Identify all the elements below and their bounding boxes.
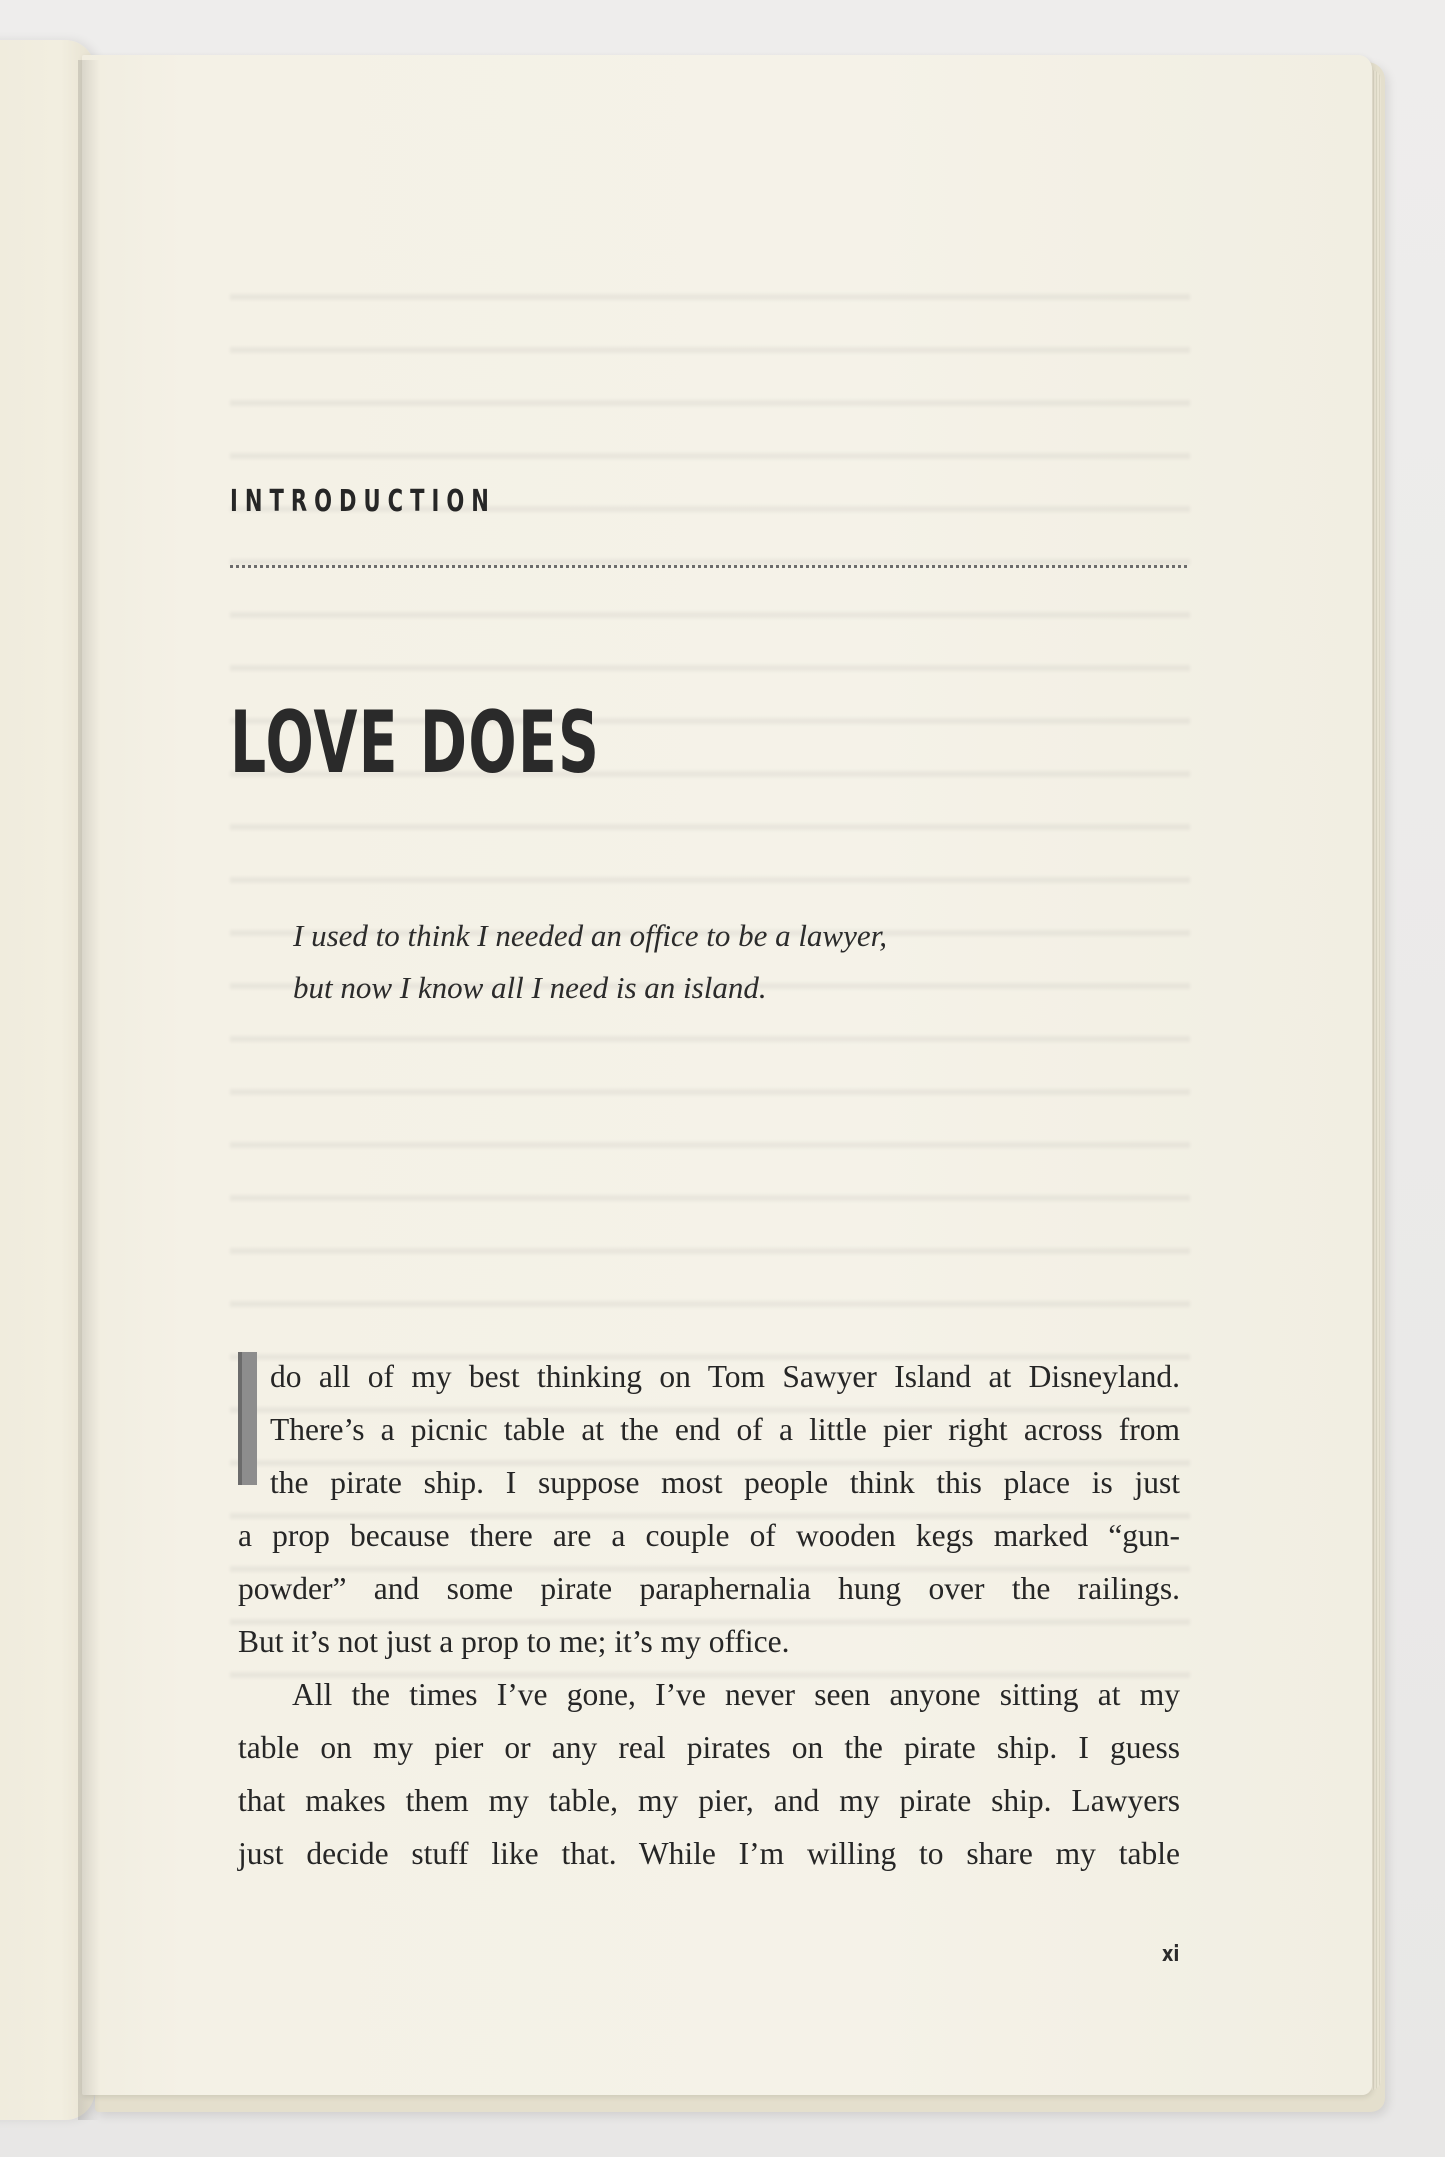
dotted-divider — [230, 565, 1187, 568]
body-line: just decide stuff like that. While I’m willing to share my table — [238, 1836, 1180, 1871]
body-line: do all of my best thinking on Tom Sawyer Island at Disneyland. — [270, 1359, 1180, 1394]
body-text — [238, 1509, 1180, 1880]
chapter-title: LOVE DOES — [230, 693, 601, 793]
section-label: INTRODUCTION — [230, 484, 496, 519]
body-line: All the times I’ve gone, I’ve never seen anyone sitting at my — [292, 1677, 1180, 1712]
body-paragraph-opening — [270, 1350, 1180, 1509]
body-line: the pirate ship. I suppose most people think this place is just — [270, 1465, 1180, 1500]
epigraph — [293, 910, 887, 1014]
body-line: powder” and some pirate paraphernalia hung over the railings. — [238, 1571, 1180, 1606]
drop-cap — [238, 1352, 257, 1485]
body-line: that makes them my table, my pier, and my pirate ship. Lawyers — [238, 1783, 1180, 1818]
body-line: There’s a picnic table at the end of a little pier right across from — [270, 1412, 1180, 1447]
body-line: But it’s not just a prop to me; it’s my office. — [238, 1624, 790, 1659]
body-line: table on my pier or any real pirates on the pirate ship. I guess — [238, 1730, 1180, 1765]
epigraph-line: but now I know all I need is an island. — [293, 970, 767, 1005]
page-number: xi — [1162, 1942, 1180, 1967]
epigraph-line: I used to think I needed an office to be a lawyer, — [293, 918, 888, 953]
body-line: a prop because there are a couple of wooden kegs marked “gun- — [238, 1518, 1180, 1553]
